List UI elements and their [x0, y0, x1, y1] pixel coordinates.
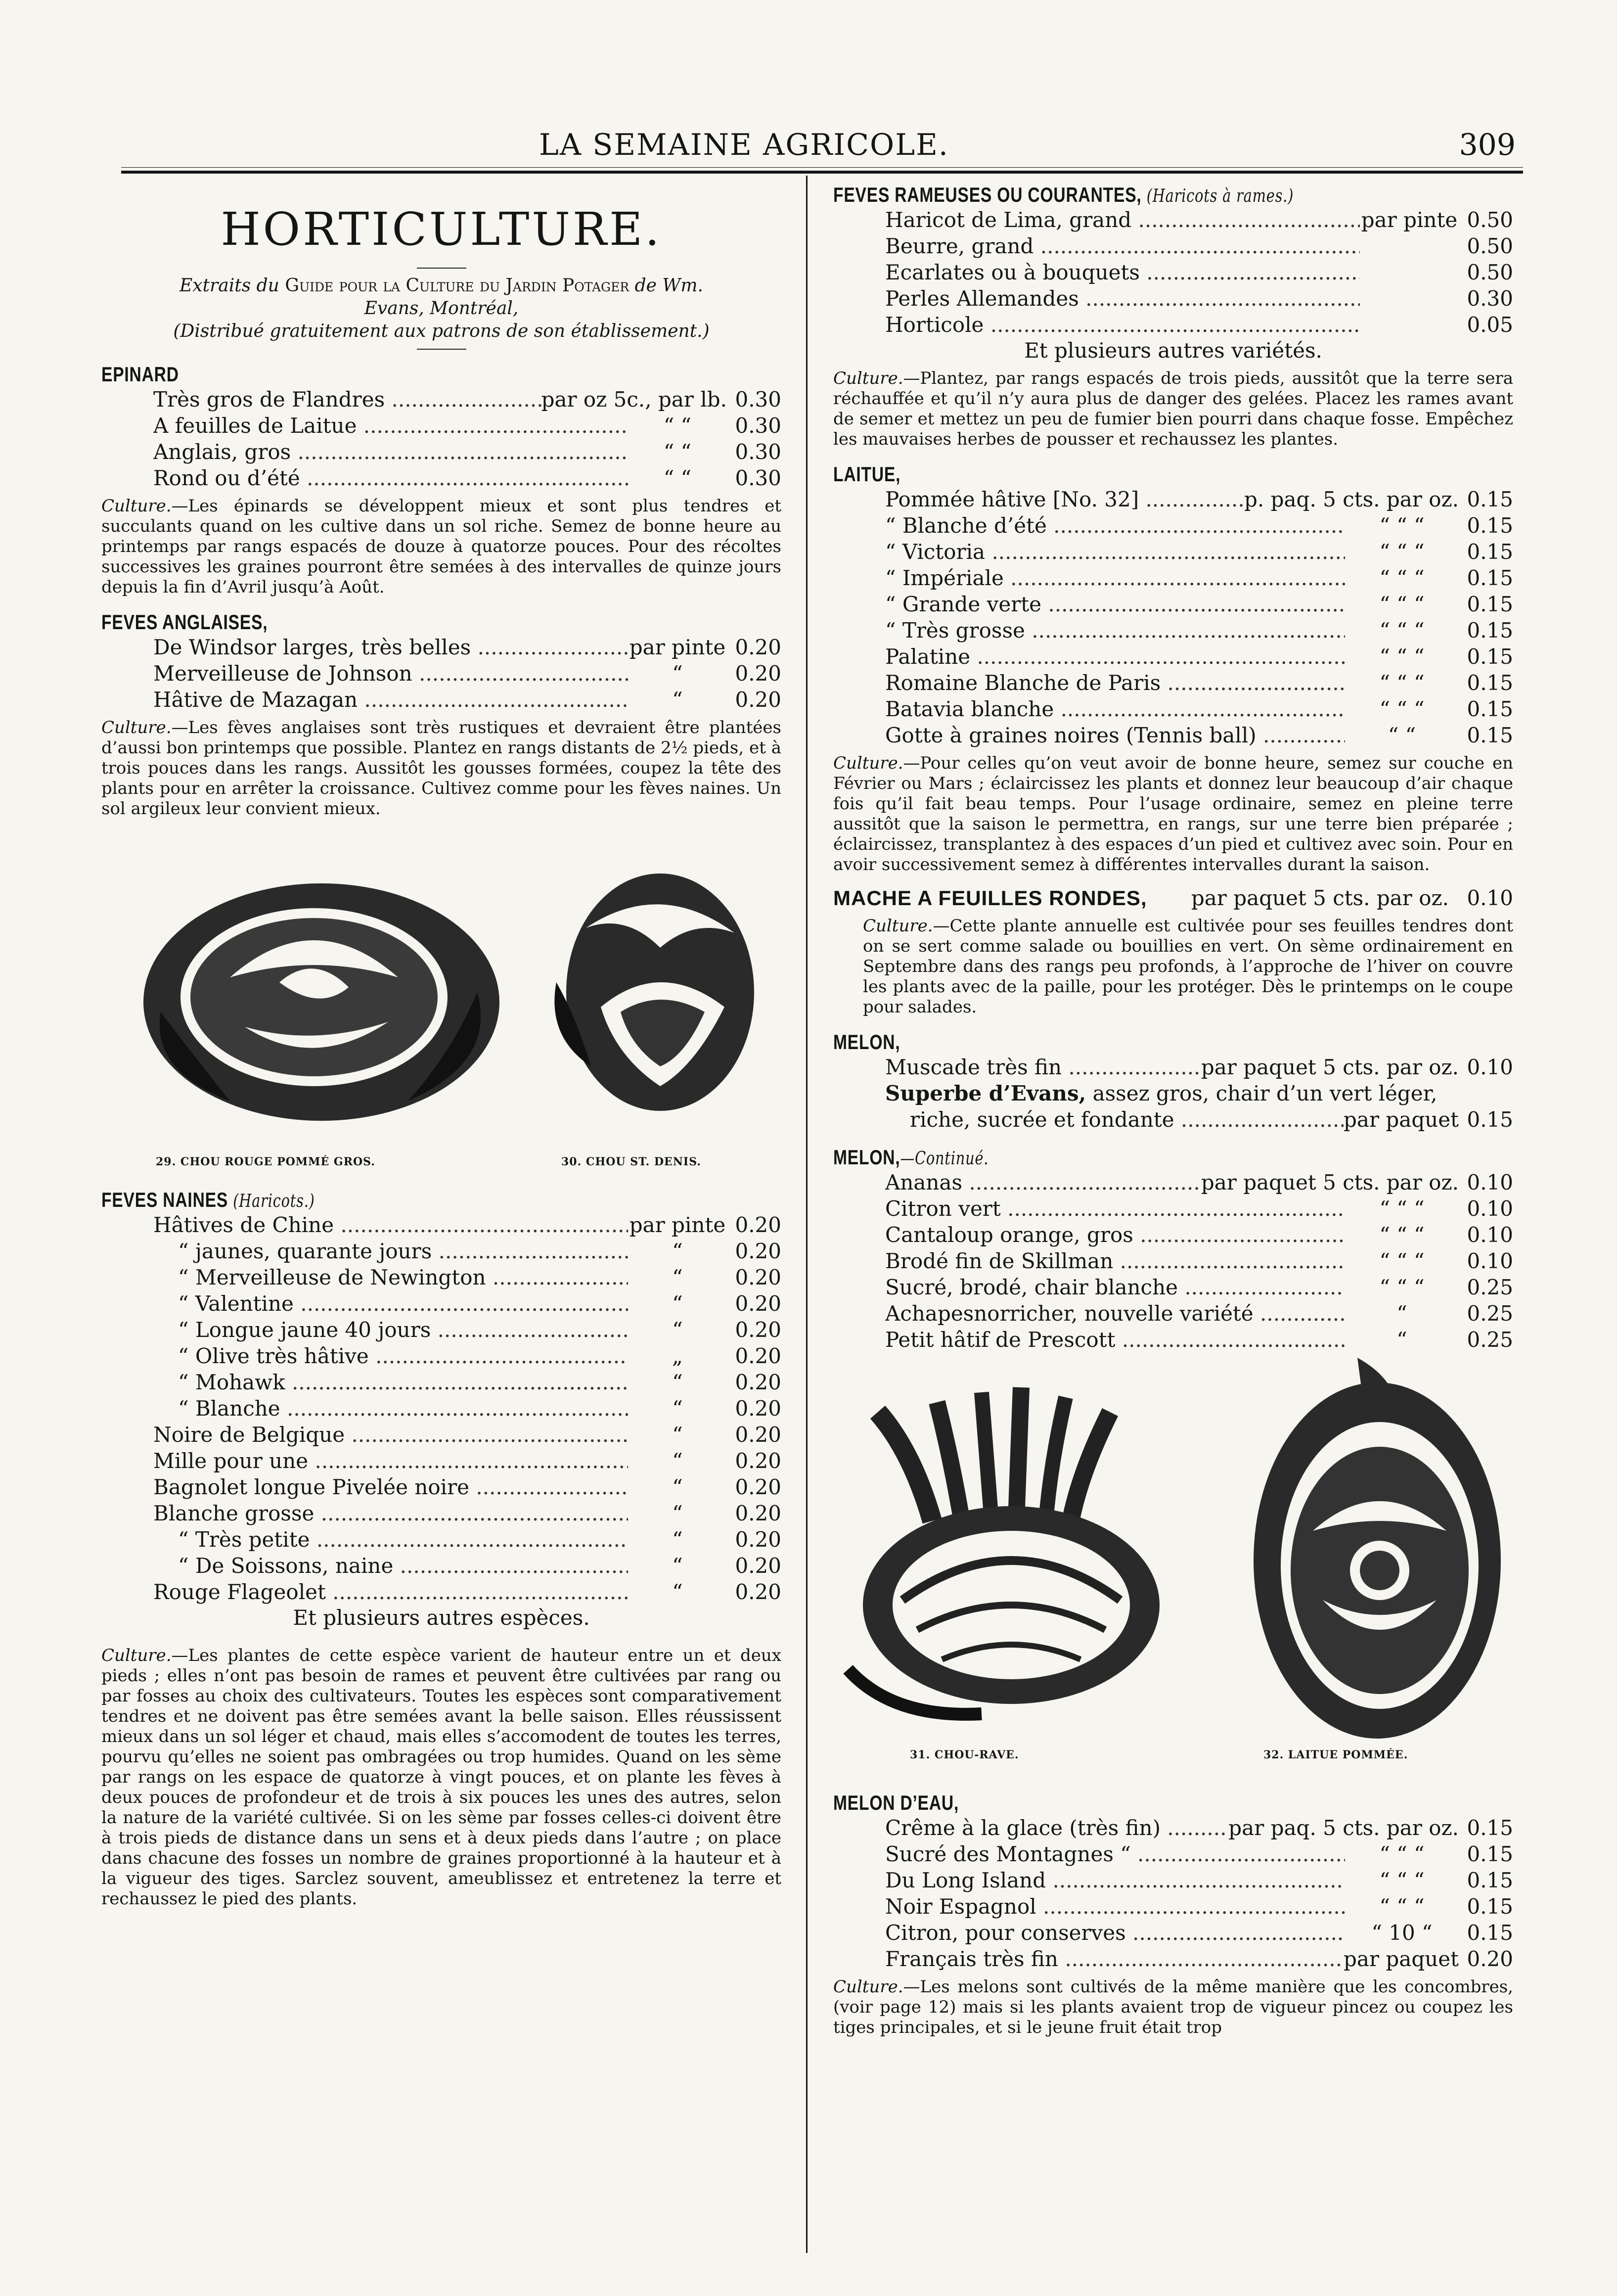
price-row: [153, 660, 781, 687]
item-unit: par oz 5c., par lb.: [541, 387, 727, 412]
culture-label: Culture.: [863, 916, 933, 936]
feves-anglaises-price-list: [153, 634, 781, 713]
title-rule: [417, 268, 466, 269]
item-name: Horticole .....: [885, 312, 1360, 338]
section-heading-melon: MELON,: [833, 1030, 900, 1054]
laitue-culture: [833, 753, 1513, 875]
section-heading-mache: MACHE A FEUILLES RONDES,: [833, 886, 1147, 910]
intro-rule: [417, 349, 466, 350]
culture-label: Culture.: [101, 718, 172, 737]
culture-label: Culture.: [101, 496, 172, 516]
item-name: “ Mohawk .....: [153, 1369, 628, 1395]
item-name: “ Très grosse .....: [885, 617, 1345, 643]
section-heading-melon-continue: [833, 1146, 1377, 1169]
item-price: 0.30: [735, 413, 781, 438]
item-price: 0.20: [735, 1580, 781, 1604]
item-name: “ De Soissons, naine .....: [153, 1553, 628, 1579]
superbe-price: 0.15: [1467, 1107, 1513, 1132]
price-row: [153, 1343, 781, 1369]
price-row: [153, 1422, 781, 1448]
item-price: 0.15: [1467, 723, 1513, 747]
price-row: [885, 617, 1513, 643]
item-price: 0.15: [1467, 618, 1513, 643]
item-unit: „: [672, 1344, 683, 1368]
price-row: [885, 696, 1513, 722]
item-unit: “ “: [663, 440, 692, 464]
item-name: “ Blanche .....: [153, 1395, 628, 1422]
heading-note: (Haricots.): [233, 1191, 315, 1211]
right-column: [833, 183, 1513, 2038]
item-price: 0.20: [735, 1396, 781, 1421]
item-name: Ecarlates ou à bouquets .....: [885, 259, 1360, 285]
item-unit: “: [672, 661, 683, 686]
item-name: Noire de Belgique .....: [153, 1422, 628, 1448]
item-unit: “ “ “: [1379, 644, 1425, 669]
item-price: 0.20: [735, 1423, 781, 1447]
item-price: 0.15: [1467, 1868, 1513, 1892]
item-name: Hâtives de Chine .....: [153, 1212, 628, 1238]
price-row: [885, 1274, 1513, 1300]
item-name: Merveilleuse de Johnson .....: [153, 660, 628, 687]
heading-text: FEVES RAMEUSES OU COURANTES,: [833, 183, 1142, 206]
price-row: [153, 439, 781, 465]
price-row: [153, 1290, 781, 1317]
item-unit: “ “ “: [1379, 1894, 1425, 1919]
feves-rameuses-culture: [833, 368, 1513, 450]
price-row: [153, 1212, 781, 1238]
item-price: 0.50: [1467, 208, 1513, 232]
figures-right: [833, 1353, 1513, 1778]
price-row: [885, 512, 1513, 539]
item-price: 0.30: [735, 440, 781, 464]
epinard-price-list: [153, 386, 781, 491]
item-name: Palatine .....: [885, 643, 1345, 670]
intro-line2: Evans, Montréal,: [364, 298, 519, 319]
price-row: [885, 1893, 1513, 1920]
item-unit: “: [1396, 1328, 1407, 1352]
item-unit: “ “ “: [1379, 697, 1425, 721]
item-name: Petit hâtif de Prescott .....: [885, 1327, 1345, 1353]
item-name: Hâtive de Mazagan .....: [153, 687, 628, 713]
melon-eau-price-list: [885, 1815, 1513, 1972]
item-name: Blanche grosse .....: [153, 1500, 628, 1526]
item-unit: “: [672, 1291, 683, 1316]
price-row: [885, 670, 1513, 696]
item-name: Bagnolet longue Pivelée noire .....: [153, 1474, 628, 1500]
melon-price-list: [885, 1054, 1513, 1080]
superbe-desc2: riche, sucrée et fondante .....: [885, 1106, 1344, 1133]
price-row: [885, 1946, 1513, 1972]
price-row: [885, 233, 1513, 259]
item-unit: “ “ “: [1379, 592, 1425, 616]
price-row: [885, 1920, 1513, 1946]
item-name: Citron, pour conserves .....: [885, 1920, 1345, 1946]
price-row: [153, 1238, 781, 1264]
item-price: 0.20: [735, 1213, 781, 1237]
item-price: 0.15: [1467, 697, 1513, 721]
section-heading-feves-rameuses: [833, 183, 1377, 207]
column-divider: [806, 176, 808, 2253]
price-row: [885, 285, 1513, 312]
item-unit: “: [672, 1554, 683, 1578]
item-price: 0.20: [735, 1265, 781, 1289]
item-price: 0.30: [735, 466, 781, 490]
item-unit: “ “: [1388, 723, 1416, 747]
item-price: 0.30: [735, 387, 781, 412]
red-cabbage-illustration: [131, 864, 512, 1131]
mache-heading-row: [833, 885, 1513, 911]
left-column: [101, 183, 781, 1909]
figures-left: [101, 819, 781, 1175]
item-name: Batavia blanche .....: [885, 696, 1345, 722]
culture-label: Culture.: [833, 753, 903, 773]
item-unit: “: [672, 1501, 683, 1525]
item-unit: “ “ “: [1379, 1223, 1425, 1247]
item-name: Très gros de Flandres .....: [153, 386, 541, 413]
item-name: “ Merveilleuse de Newington .....: [153, 1264, 628, 1290]
item-name: A feuilles de Laitue .....: [153, 413, 628, 439]
item-unit: p. paq. 5 cts. par oz.: [1244, 487, 1459, 511]
culture-text: —Les melons sont cultivés de la même manière que les concombres, (voir page 12) mais si les plants avaient trop de vigueur pincez ou coupez les tiges principales, et si le jeune fruit était trop: [833, 1977, 1513, 2037]
item-price: 0.15: [1467, 671, 1513, 695]
item-price: 0.10: [1467, 1196, 1513, 1221]
section-heading-melon-eau: MELON D’EAU,: [833, 1791, 959, 1814]
mache-culture: [863, 916, 1513, 1017]
price-row: [153, 413, 781, 439]
price-row: [885, 486, 1513, 512]
item-price: 0.15: [1467, 1921, 1513, 1945]
item-name: Crême à la glace (très fin) .....: [885, 1815, 1228, 1841]
price-row: [153, 1395, 781, 1422]
item-name: Romaine Blanche de Paris .....: [885, 670, 1345, 696]
culture-label: Culture.: [833, 1977, 903, 1997]
item-price: 0.20: [735, 635, 781, 659]
item-unit: par paquet 5 cts. par oz.: [1201, 1170, 1459, 1194]
item-price: 0.20: [735, 1291, 781, 1316]
item-name: De Windsor larges, très belles .....: [153, 634, 628, 660]
item-name: Perles Allemandes .....: [885, 285, 1360, 312]
price-row: [885, 1222, 1513, 1248]
item-name: Achapesnorricher, nouvelle variété .....: [885, 1300, 1345, 1327]
item-unit: “: [672, 1475, 683, 1499]
price-row: [153, 1500, 781, 1526]
item-unit: par pinte: [629, 635, 726, 659]
item-price: 0.10: [1467, 1249, 1513, 1273]
culture-text: —Cette plante annuelle est cultivée pour ses feuilles tendres dont on se sert comme salade ou bouillies en vert. On sème ordinairement en Septembre dans des rangs peu profonds, à l’approche de l’hiver on couvre les plants avec de la paille, pour les protéger. Dès le printemps on le coupe pour salades.: [863, 916, 1513, 1017]
culture-text: —Les plantes de cette espèce varient de hauteur entre un et deux pieds ; elles n’ont pas besoin de rames et peuvent être cultivées par rang ou par fosses au choix des cultivateurs. Toutes les espèces sont comparativement tendres et ne doivent pas être semées avant la belle saison. Elles réussissent mieux dans un sol léger et chaud, mais elles s’accomodent de toutes les terres, pourvu qu’elles ne soient pas ombragées ou trop humides. Quand on les sème par rangs on les espace de quatorze à vingt pouces, et on plante les fèves à deux pouces de profondeur et de trois à six pouces les unes des autres, selon la nature de la variété cultivée. Si on les sème par fosses celles-ci doivent être à trois pieds de distance dans un sens et à deux pieds dans l’autre ; on place dans chacune des fosses un nombre de graines proportionné à la hauteur et à la vigueur des tiges. Sarclez souvent, ameublissez et entretenez la terre et rechaussez le pied des plants.: [101, 1646, 781, 1909]
item-price: 0.20: [1467, 1947, 1513, 1971]
price-row: [153, 465, 781, 491]
item-unit: par pinte: [1361, 208, 1458, 232]
kohlrabi-illustration: [833, 1373, 1209, 1729]
price-row: [153, 1474, 781, 1500]
culture-label: Culture.: [101, 1646, 172, 1665]
item-price: 0.15: [1467, 513, 1513, 538]
item-name: Mille pour une .....: [153, 1448, 628, 1474]
item-name: Ananas .....: [885, 1169, 1201, 1195]
item-unit: “ 10 “: [1371, 1921, 1433, 1945]
header-rule: [121, 171, 1523, 174]
item-name: Brodé fin de Skillman .....: [885, 1248, 1345, 1274]
superbe-line1: [885, 1080, 1513, 1106]
item-name: “ Valentine .....: [153, 1290, 628, 1317]
item-price: 0.20: [735, 1344, 781, 1368]
price-row: [885, 1841, 1513, 1867]
item-name: Citron vert .....: [885, 1195, 1345, 1222]
culture-text: —Les fèves anglaises sont très rustiques et devraient être plantées d’aussi bon printemps que possible. Plantez en rangs distants de 2½ pieds, et à trois pouces dans les rangs. Aussitôt les gousses formées, coupez la tête des plants pour en arrêter la croissance. Cultivez comme pour les fèves naines. Un sol argileux leur convient mieux.: [101, 718, 781, 819]
item-price: 0.25: [1467, 1275, 1513, 1299]
item-price: 0.25: [1467, 1328, 1513, 1352]
superbe-line2: [885, 1106, 1513, 1133]
item-name: Cantaloup orange, gros .....: [885, 1222, 1345, 1248]
item-price: 0.15: [1467, 1816, 1513, 1840]
item-unit: “ “: [663, 466, 692, 490]
item-price: 0.20: [735, 1239, 781, 1263]
item-unit: “: [672, 1265, 683, 1289]
item-unit: “: [1396, 1301, 1407, 1326]
item-name: Haricot de Lima, grand .....: [885, 207, 1360, 233]
mache-price: 0.10: [1467, 886, 1513, 910]
price-row: [885, 312, 1513, 338]
item-name: Du Long Island .....: [885, 1867, 1345, 1893]
item-name: Gotte à graines noires (Tennis ball) .....: [885, 722, 1345, 748]
item-name: “ Longue jaune 40 jours .....: [153, 1317, 628, 1343]
item-unit: “: [672, 1239, 683, 1263]
section-heading-epinard: EPINARD: [101, 363, 179, 386]
price-row: [885, 722, 1513, 748]
item-price: 0.10: [1467, 1223, 1513, 1247]
price-row: [885, 1327, 1513, 1353]
culture-text: —Les épinards se développent mieux et sont plus tendres et succulants quand on les cultive dans un sol riche. Semez de bonne heure au printemps par rangs espacés de douze à quatorze pouces. Pour des récoltes successives les graines pourront être semées à des intervalles de quinze jours depuis la fin d’Avril jusqu’à Août.: [101, 496, 781, 597]
item-name: “ Impériale .....: [885, 565, 1345, 591]
item-unit: “: [672, 1449, 683, 1473]
item-unit: “: [672, 1370, 683, 1394]
intro-line3: (Distribué gratuitement aux patrons de son établissement.): [173, 321, 710, 341]
item-price: 0.15: [1467, 487, 1513, 511]
item-unit: “: [672, 1423, 683, 1447]
item-name: Noir Espagnol .....: [885, 1893, 1345, 1920]
item-price: 0.50: [1467, 260, 1513, 284]
melon-superbe: [885, 1080, 1513, 1133]
intro-guide-title: Guide pour la Culture du Jardin Potager: [285, 276, 629, 296]
item-unit: par paquet 5 cts. par oz.: [1201, 1055, 1459, 1079]
item-price: 0.20: [735, 1318, 781, 1342]
price-row: [885, 539, 1513, 565]
feves-anglaises-culture: [101, 718, 781, 819]
item-price: 0.30: [1467, 286, 1513, 311]
item-name: “ Victoria .....: [885, 539, 1345, 565]
item-price: 0.15: [1467, 592, 1513, 616]
item-unit: “ “ “: [1379, 671, 1425, 695]
item-price: 0.20: [735, 1475, 781, 1499]
price-row: [885, 565, 1513, 591]
item-unit: “ “ “: [1379, 1275, 1425, 1299]
epinard-culture: [101, 496, 781, 597]
mache-unit: par paquet 5 cts. par oz.: [1191, 886, 1449, 910]
heading-note: (Haricots à rames.): [1146, 186, 1294, 206]
price-row: [153, 1369, 781, 1395]
item-name: Sucré, brodé, chair blanche .....: [885, 1274, 1345, 1300]
item-price: 0.20: [735, 1370, 781, 1394]
feves-naines-tail: Et plusieurs autres espèces.: [293, 1606, 590, 1630]
item-name: “ Olive très hâtive .....: [153, 1343, 628, 1369]
item-price: 0.20: [735, 661, 781, 686]
intro-line1-tail: de Wm.: [634, 276, 703, 296]
item-unit: par paquet: [1344, 1947, 1459, 1971]
page-number: 309: [1459, 128, 1516, 162]
item-unit: “: [672, 688, 683, 712]
section-heading-feves-anglaises: FEVES ANGLAISES,: [101, 610, 268, 634]
item-price: 0.15: [1467, 644, 1513, 669]
price-row: [885, 643, 1513, 670]
item-price: 0.05: [1467, 313, 1513, 337]
price-row: [885, 259, 1513, 285]
item-unit: “ “ “: [1379, 1249, 1425, 1273]
heading-note: —Continué.: [900, 1148, 989, 1169]
item-price: 0.50: [1467, 234, 1513, 258]
price-row: [885, 591, 1513, 617]
section-heading-laitue: LAITUE,: [833, 462, 901, 486]
price-row: [153, 386, 781, 413]
item-unit: “ “ “: [1379, 1842, 1425, 1866]
item-name: Pommée hâtive [No. 32] .....: [885, 486, 1244, 512]
item-name: Muscade très fin .....: [885, 1054, 1201, 1080]
figure-caption-31: 31. CHOU-RAVE.: [910, 1748, 1019, 1761]
item-unit: “ “ “: [1379, 1196, 1425, 1221]
item-unit: “ “ “: [1379, 618, 1425, 643]
price-row: [153, 1579, 781, 1605]
figure-caption-29: 29. CHOU ROUGE POMMÉ GROS.: [156, 1155, 375, 1168]
item-name: Anglais, gros .....: [153, 439, 628, 465]
price-row: [153, 634, 781, 660]
item-name: “ jaunes, quarante jours .....: [153, 1238, 628, 1264]
item-name: Sucré des Montagnes “ .....: [885, 1841, 1345, 1867]
price-row: [885, 1195, 1513, 1222]
item-name: “ Très petite .....: [153, 1526, 628, 1553]
feves-rameuses-tail: Et plusieurs autres variétés.: [1024, 338, 1322, 363]
item-price: 0.20: [735, 1527, 781, 1552]
price-row: [885, 1248, 1513, 1274]
item-price: 0.15: [1467, 540, 1513, 564]
item-price: 0.20: [735, 688, 781, 712]
feves-rameuses-price-list: [885, 207, 1513, 338]
item-price: 0.10: [1467, 1170, 1513, 1194]
figure-caption-32: 32. LAITUE POMMÉE.: [1263, 1748, 1408, 1761]
price-row: [153, 1526, 781, 1553]
lettuce-illustration: [1239, 1353, 1506, 1748]
melon-eau-culture: [833, 1977, 1513, 2038]
price-row: [153, 1553, 781, 1579]
price-row: [885, 1169, 1513, 1195]
page-title: HORTICULTURE.: [221, 203, 662, 256]
header-rule-thin: [121, 167, 1523, 168]
item-price: 0.25: [1467, 1301, 1513, 1326]
item-price: 0.20: [735, 1554, 781, 1578]
item-unit: “ “ “: [1379, 513, 1425, 538]
price-row: [153, 1264, 781, 1290]
item-unit: “ “ “: [1379, 1868, 1425, 1892]
item-price: 0.15: [1467, 1894, 1513, 1919]
item-unit: par paq. 5 cts. par oz.: [1228, 1816, 1459, 1840]
price-row: [153, 687, 781, 713]
heading-text: FEVES NAINES: [101, 1188, 228, 1211]
item-name: “ Grande verte .....: [885, 591, 1345, 617]
superbe-desc: assez gros, chair d’un vert léger,: [1092, 1081, 1437, 1105]
price-row: [885, 207, 1513, 233]
item-price: 0.15: [1467, 1842, 1513, 1866]
item-name: “ Blanche d’été .....: [885, 512, 1345, 539]
item-price: 0.10: [1467, 1055, 1513, 1079]
feves-naines-culture: [101, 1646, 781, 1909]
item-unit: par pinte: [629, 1213, 726, 1237]
running-title: LA SEMAINE AGRICOLE.: [539, 128, 949, 162]
item-price: 0.20: [735, 1449, 781, 1473]
culture-text: —Pour celles qu’on veut avoir de bonne heure, semez sur couche en Février ou Mars ; éclaircissez les plants et donnez leur beaucoup d’air chaque fois qu’il fait beau temps. Pour l’usage ordinaire, semez en pleine terre aussitôt que la saison le permettra, en rangs, sur une terre bien préparée ; éclaircissez, transplantez à des espaces d’un pied et cultivez avec soin. Pour en avoir successivement semez à différentes intervalles durant la saison.: [833, 753, 1513, 874]
item-price: 0.20: [735, 1501, 781, 1525]
st-denis-cabbage-illustration: [546, 859, 764, 1136]
item-unit: “: [672, 1527, 683, 1552]
price-row: [153, 1448, 781, 1474]
superbe-unit: par paquet: [1344, 1107, 1459, 1132]
heading-text: MELON,: [833, 1146, 900, 1169]
laitue-price-list: [885, 486, 1513, 748]
item-unit: “ “ “: [1379, 540, 1425, 564]
price-row: [153, 1317, 781, 1343]
section-heading-feves-naines: [101, 1188, 645, 1212]
price-row: [885, 1300, 1513, 1327]
superbe-name: Superbe d’Evans,: [885, 1081, 1086, 1105]
intro-line1: Extraits du: [180, 276, 279, 296]
item-unit: “: [672, 1396, 683, 1421]
price-row: [885, 1815, 1513, 1841]
item-unit: “: [672, 1580, 683, 1604]
feves-naines-price-list: [153, 1212, 781, 1605]
item-unit: “ “: [663, 413, 692, 438]
item-name: Rouge Flageolet .....: [153, 1579, 628, 1605]
item-name: Français très fin .....: [885, 1946, 1344, 1972]
item-unit: “ “ “: [1379, 566, 1425, 590]
figure-caption-30: 30. CHOU ST. DENIS.: [561, 1155, 701, 1168]
item-unit: “: [672, 1318, 683, 1342]
price-row: [885, 1867, 1513, 1893]
melon-continue-price-list: [885, 1169, 1513, 1353]
culture-label: Culture.: [833, 368, 903, 388]
item-price: 0.15: [1467, 566, 1513, 590]
intro: [101, 275, 781, 343]
item-name: Beurre, grand .....: [885, 233, 1360, 259]
price-row: [885, 1054, 1513, 1080]
item-name: Rond ou d’été .....: [153, 465, 628, 491]
culture-text: —Plantez, par rangs espacés de trois pieds, aussitôt que la terre sera réchauffée et qu’il n’y aura plus de danger des gelées. Placez les rames avant de semer et mettez un peu de fumier bien pourri dans chaque fosse. Empêchez les mauvaises herbes de pousser et rechaussez les plantes.: [833, 368, 1513, 449]
